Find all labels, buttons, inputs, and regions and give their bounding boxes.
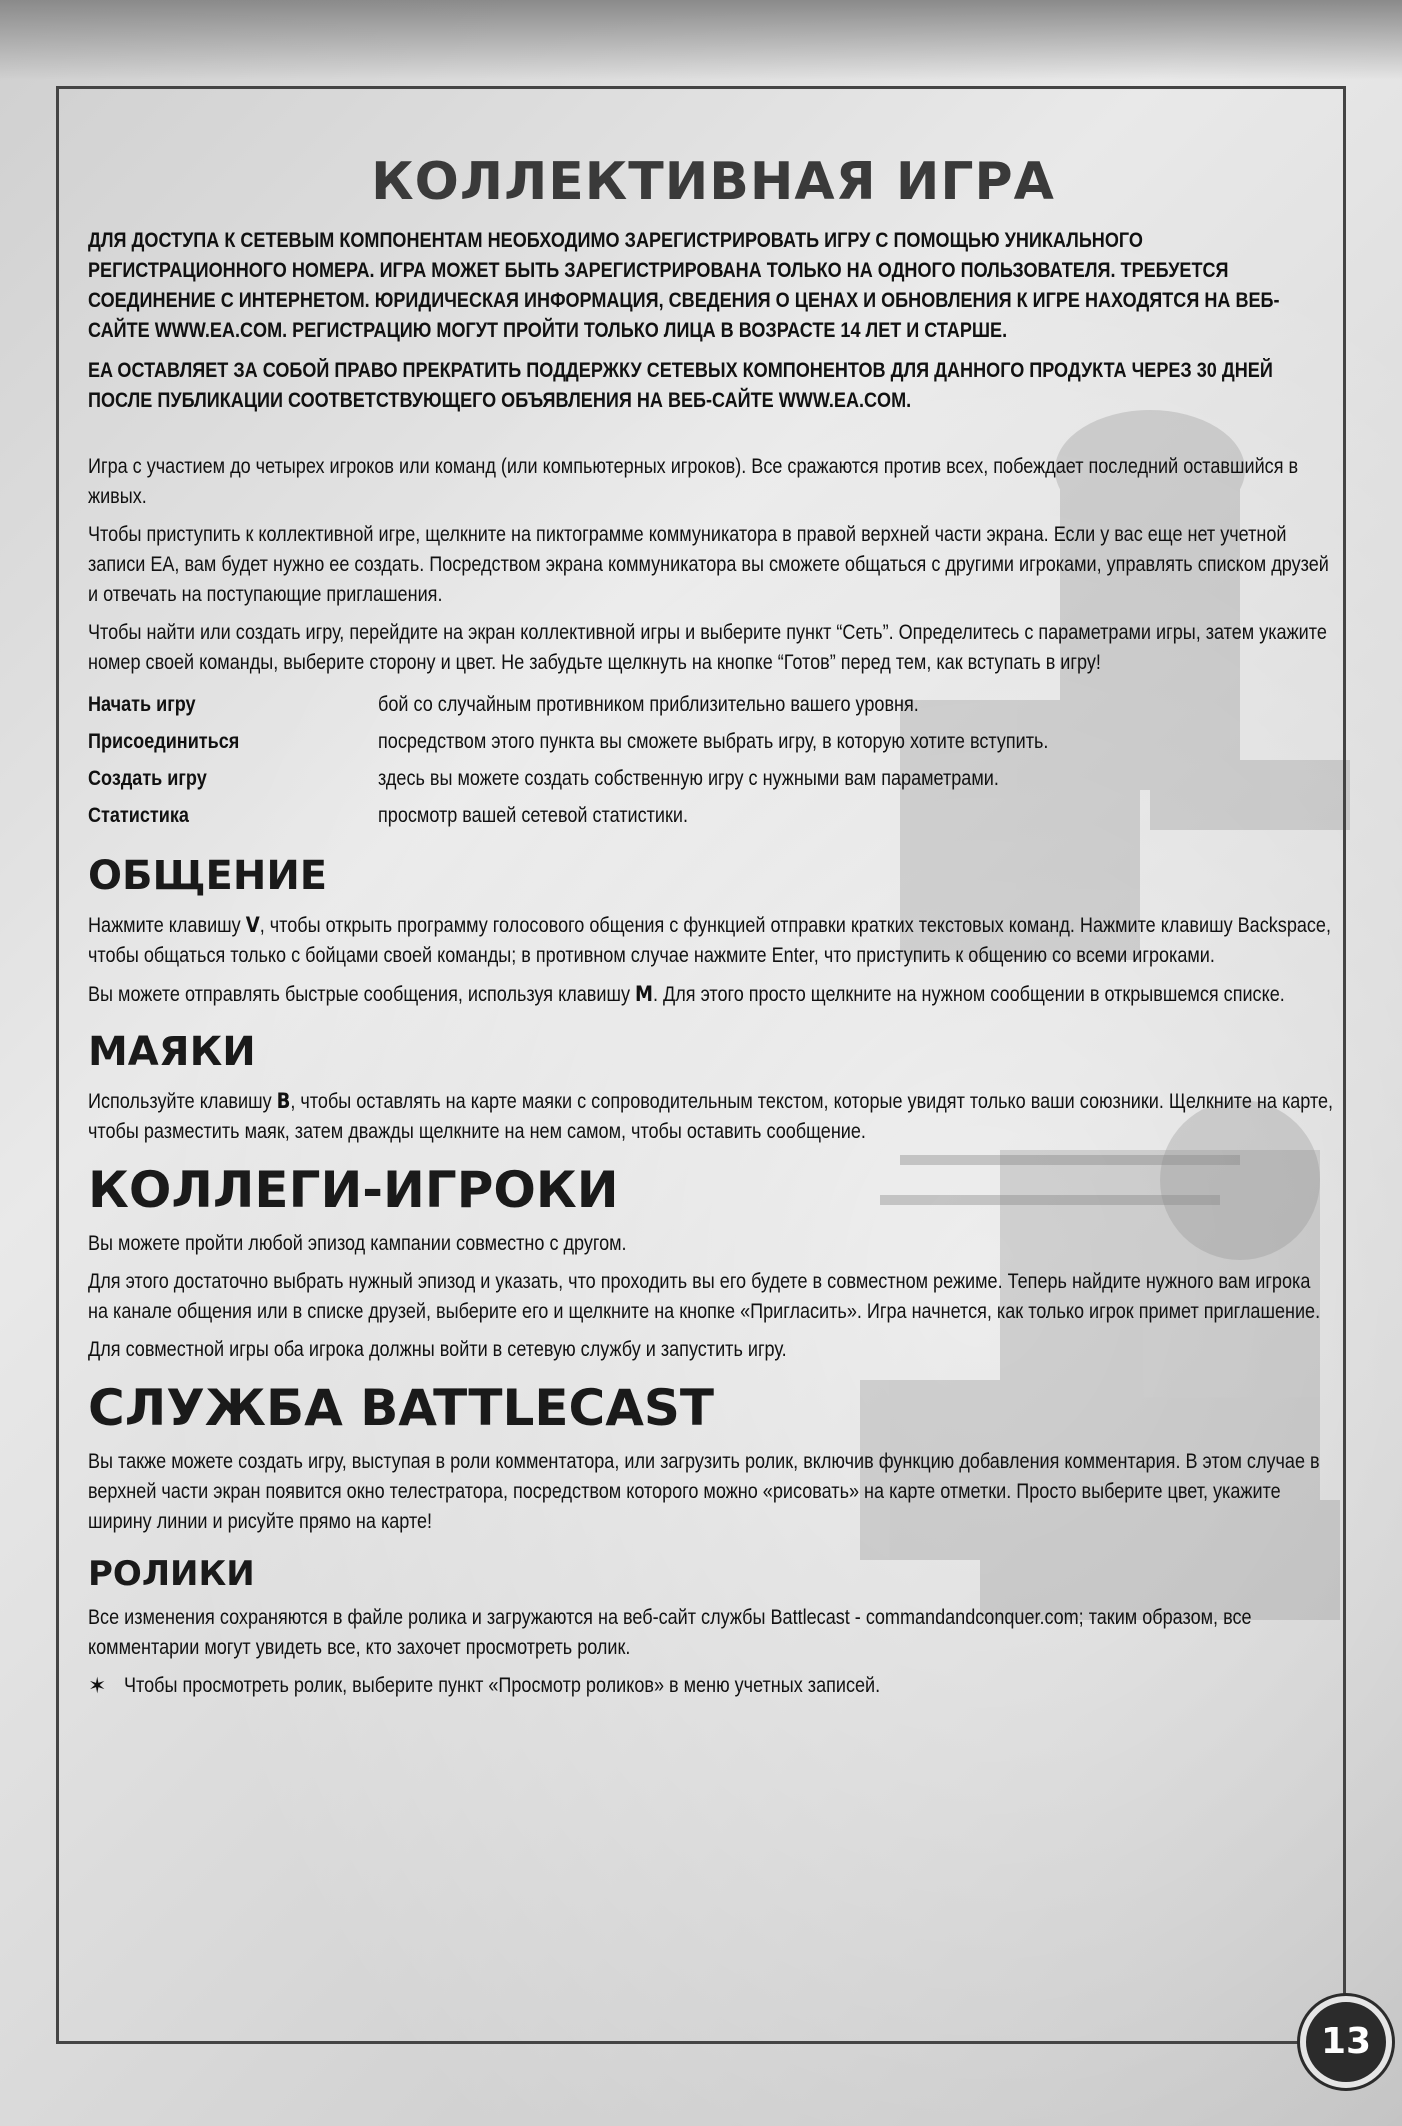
option-term: Начать игру xyxy=(88,693,196,716)
key-m: M xyxy=(635,982,653,1006)
replays-heading: РОЛИКИ xyxy=(88,1554,255,1594)
beacons-heading: МАЯКИ xyxy=(88,1029,256,1075)
option-term: Статистика xyxy=(88,804,189,827)
option-description: просмотр вашей сетевой статистики. xyxy=(378,804,689,827)
support-notice: EA ОСТАВЛЯЕТ ЗА СОБОЙ ПРАВО ПРЕКРАТИТЬ ПОДДЕРЖКУ СЕТЕВЫХ КОМПОНЕНТОВ ДЛЯ ДАННОГО ПРОДУКТА ЧЕРЕЗ 30 ДНЕЙ ПОСЛЕ ПУБЛИКАЦИИ СООТВЕТСТВУЮЩЕГО ОБЪЯВЛЕНИЯ НА ВЕБ-САЙТЕ WWW.EA.COM. xyxy=(88,359,1273,412)
coop-heading: КОЛЛЕГИ-ИГРОКИ xyxy=(88,1161,619,1219)
replays-paragraph: Все изменения сохраняются в файле ролика и загружаются на веб-сайт службы Battlecast - commandandconquer.com; таким образом, все комментарии могут увидеть все, кто захочет просмотреть ролик. xyxy=(88,1606,1252,1659)
page-content xyxy=(88,140,1338,1701)
registration-notice: ДЛЯ ДОСТУПА К СЕТЕВЫМ КОМПОНЕНТАМ НЕОБХОДИМО ЗАРЕГИСТРИРОВАТЬ ИГРУ С ПОМОЩЬЮ УНИКАЛЬНОГО РЕГИСТРАЦИОННОГО НОМЕРА. ИГРА МОЖЕТ БЫТЬ ЗАРЕГИСТРИРОВАНА ТОЛЬКО НА ОДНОГО ПОЛЬЗОВАТЕЛЯ. ТРЕБУЕТСЯ СОЕДИНЕНИЕ С ИНТЕРНЕТОМ. ЮРИДИЧЕСКАЯ ИНФОРМАЦИЯ, СВЕДЕНИЯ О ЦЕНАХ И ОБНОВЛЕНИЯ К ИГРЕ НАХОДЯТСЯ НА ВЕБ-САЙТЕ WWW.EA.COM. РЕГИСТРАЦИЮ МОГУТ ПРОЙТИ ТОЛЬКО ЛИЦА В ВОЗРАСТЕ 14 ЛЕТ И СТАРШЕ. xyxy=(88,229,1280,342)
coop-paragraph-3: Для совместной игры оба игрока должны войти в сетевую службу и запустить игру. xyxy=(88,1338,787,1361)
page-title: КОЛЛЕКТИВНАЯ ИГРА xyxy=(371,152,1055,212)
coop-paragraph-1: Вы можете пройти любой эпизод кампании совместно с другом. xyxy=(88,1232,627,1255)
option-description: здесь вы можете создать собственную игру с нужными вам параметрами. xyxy=(378,767,999,790)
coop-paragraph-2: Для этого достаточно выбрать нужный эпизод и указать, что проходить вы его будете в совместном режиме. Теперь найдите нужного вам игрока на канале общения или в списке друзей, выберите его и щелкните на кнопке «Пригласить». Игра начнется, как только игрок примет приглашение. xyxy=(88,1270,1321,1323)
intro-paragraph-3: Чтобы найти или создать игру, перейдите на экран коллективной игры и выберите пункт “Сеть”. Определитесь с параметрами игры, затем укажите номер своей команды, выберите сторону и цвет. Не забудьте щелкнуть на кнопке “Готов” перед тем, как вступать в игру! xyxy=(88,621,1327,674)
intro-paragraph-2: Чтобы приступить к коллективной игре, щелкните на пиктограмме коммуникатора в правой верхней части экрана. Если у вас еще нет учетной записи EA, вам будет нужно ее создать. Посредством экрана коммуникатора вы сможете общаться с другими игроками, управлять списком друзей и отвечать на поступающие приглашения. xyxy=(88,523,1329,606)
option-row xyxy=(88,797,1338,834)
option-row xyxy=(88,760,1338,797)
replays-tip xyxy=(88,1671,1338,1701)
key-v: V xyxy=(245,913,260,937)
replays-tip-text: Чтобы просмотреть ролик, выберите пункт «Просмотр роликов» в меню учетных записей. xyxy=(124,1674,881,1697)
battlecast-paragraph: Вы также можете создать игру, выступая в роли комментатора, или загрузить ролик, включив функцию добавления комментария. В этом случае в верхней части экран появится окно телестратора, посредством которого можно «рисовать» на карте отметки. Просто выберите цвет, укажите ширину линии и рисуйте прямо на карте! xyxy=(88,1450,1320,1533)
key-b: B xyxy=(276,1089,291,1113)
options-list xyxy=(88,686,1338,834)
page-number: 13 xyxy=(1300,1996,1392,2088)
option-row xyxy=(88,723,1338,760)
option-description: посредством этого пункта вы сможете выбрать игру, в которую хотите вступить. xyxy=(378,730,1049,753)
beacons-paragraph: Используйте клавишу B, чтобы оставлять на карте маяки с сопроводительным текстом, которые увидят только ваши союзники. Щелкните на карте, чтобы разместить маяк, затем дважды щелкните на нем самом, чтобы оставить сообщение. xyxy=(88,1089,1334,1143)
battlecast-heading: СЛУЖБА BATTLECAST xyxy=(88,1379,715,1437)
chat-paragraph-2: Вы можете отправлять быстрые сообщения, используя клавишу M. Для этого просто щелкните на нужном сообщении в открывшемся списке. xyxy=(88,982,1285,1006)
intro-paragraph-1: Игра с участием до четырех игроков или команд (или компьютерных игроков). Все сражаются против всех, побеждает последний оставшийся в живых. xyxy=(88,455,1299,508)
chat-paragraph-1: Нажмите клавишу V, чтобы открыть программу голосового общения с функцией отправки кратких текстовых команд. Нажмите клавишу Backspace, чтобы общаться только с бойцами своей команды; в противном случае нажмите Enter, что приступить к общению со всеми игроками. xyxy=(88,913,1331,967)
option-term: Создать игру xyxy=(88,767,207,790)
chat-heading: ОБЩЕНИЕ xyxy=(88,853,328,899)
star-icon: ✶ xyxy=(88,1673,107,1698)
option-row xyxy=(88,686,1338,723)
option-term: Присоединиться xyxy=(88,730,240,753)
option-description: бой со случайным противником приблизительно вашего уровня. xyxy=(378,693,919,716)
